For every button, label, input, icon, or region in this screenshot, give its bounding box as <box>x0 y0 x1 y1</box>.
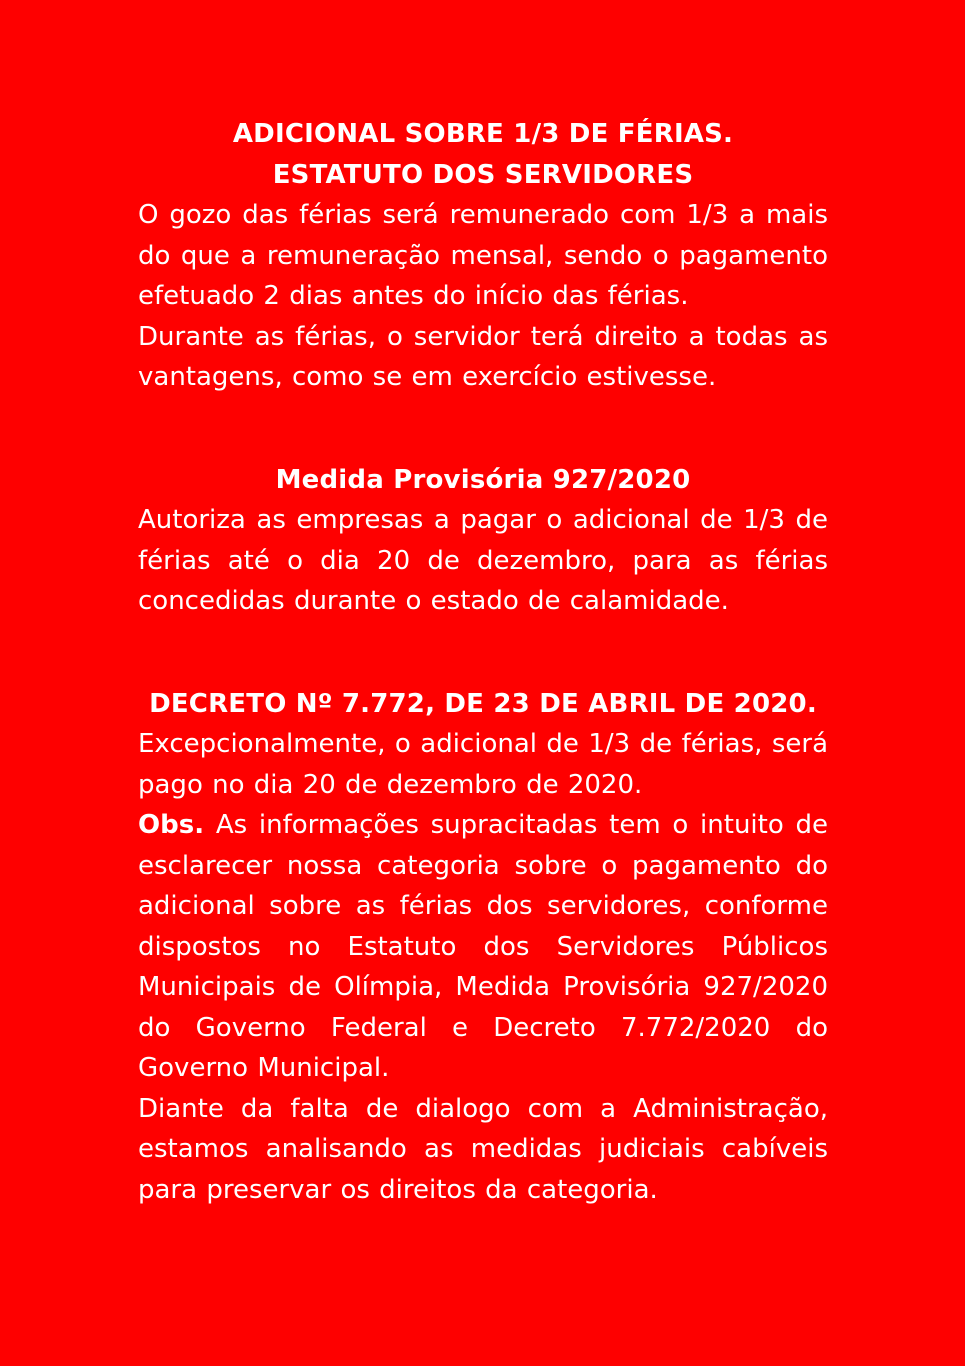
section-decreto <box>138 684 828 1211</box>
section-estatuto <box>138 114 828 398</box>
spacer <box>138 622 828 684</box>
title-estatuto-servidores: ESTATUTO DOS SERVIDORES <box>272 159 694 190</box>
title-decreto: DECRETO Nº 7.772, DE 23 DE ABRIL DE 2020. <box>149 688 817 719</box>
paragraph-medida-provisoria: Autoriza as empresas a pagar o adicional de 1/3 de férias até o dia 20 de dezembro, para as férias concedidas durante o estado de calamidade. <box>138 505 828 616</box>
title-medida-provisoria: Medida Provisória 927/2020 <box>275 464 691 495</box>
paragraph-closing: Diante da falta de dialogo com a Administração, estamos analisando as medidas judiciais cabíveis para preservar os direitos da categoria. <box>138 1093 828 1205</box>
section-medida-provisoria <box>138 460 828 622</box>
paragraph-obs <box>138 805 828 1089</box>
obs-text: As informações supracitadas tem o intuito de esclarecer nossa categoria sobre o pagamento do adicional sobre as férias dos servidores, conforme dispostos no Estatuto dos Servidores Públicos Municipais de Olímpia, Medida Provisória 927/2020 do Governo Federal e Decreto 7.772/2020 do Governo Municipal. <box>138 810 828 1083</box>
document-page <box>138 114 828 1210</box>
obs-label: Obs. <box>138 810 205 840</box>
paragraph-vantagens: Durante as férias, o servidor terá direito a todas as vantagens, como se em exercício estivesse. <box>138 321 828 392</box>
paragraph-gozo-ferias: O gozo das férias será remunerado com 1/3 a mais do que a remuneração mensal, sendo o pagamento efetuado 2 dias antes do início das férias. <box>138 200 828 311</box>
paragraph-decreto: Excepcionalmente, o adicional de 1/3 de férias, será pago no dia 20 de dezembro de 2020. <box>138 729 828 800</box>
spacer <box>138 398 828 460</box>
title-adicional-ferias: ADICIONAL SOBRE 1/3 DE FÉRIAS. <box>232 119 734 149</box>
